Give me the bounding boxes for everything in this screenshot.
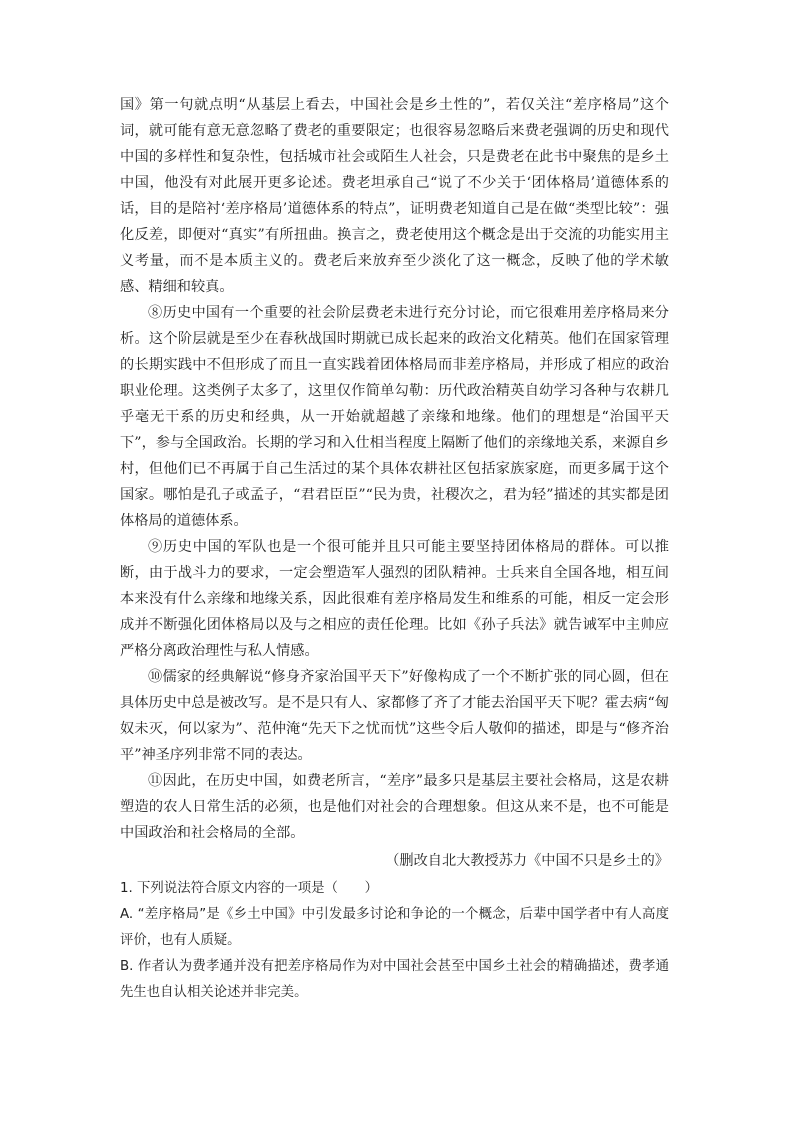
option-b: B. 作者认为费孝通并没有把差序格局作为对中国社会甚至中国乡土社会的精确描述，费孝通先生也自认相关论述并非完美。	[120, 959, 669, 1000]
paragraph-8: ⑧历史中国有一个重要的社会阶层费老未进行充分讨论，而它很难用差序格局来分析。这个阶层就是至少在春秋战国时期就已成长起来的政治文化精英。他们在国家管理的长期实践中不但形成了而且一直实践着团体格局而非差序格局，并形成了相应的政治职业伦理。这类例子太多了，这里仅作简单勾勒：历代政治精英自幼学习各种与农耕几乎毫无干系的历史和经典，从一开始就超越了亲缘和地缘。他们的理想是“治国平天下”，参与全国政治。长期的学习和入仕相当程度上隔断了他们的亲缘地关系，来源自乡村，但他们已不再属于自己生活过的某个具体农耕社区包括家族家庭，而更多属于这个国家。哪怕是孔子或孟子，“君君臣臣”“民为贵，社稷次之，君为轻”描述的其实都是团体格局的道德体系。	[120, 305, 669, 529]
paragraph-11: ⑪因此，在历史中国，如费老所言，“差序”最多只是基层主要社会格局，这是农耕塑造的农人日常生活的必须，也是他们对社会的合理想象。但这从来不是，也不可能是中国政治和社会格局的全部。	[120, 773, 669, 841]
article-source: （删改自北大教授苏力《中国不只是乡土的》	[385, 853, 669, 869]
option-a: A. “差序格局”是《乡土中国》中引发最多讨论和争论的一个概念，后辈中国学者中有人高度评价，也有人质疑。	[120, 907, 669, 948]
document-page	[120, 92, 669, 1006]
question-title: 1. 下列说法符合原文内容的一项是（ ）	[120, 881, 379, 896]
paragraph-9: ⑨历史中国的军队也是一个很可能并且只可能主要坚持团体格局的群体。可以推断，由于战斗力的要求，一定会塑造军人强烈的团队精神。士兵来自全国各地，相互间本来没有什么亲缘和地缘关系，因此很难有差序格局发生和维系的可能，相反一定会形成并不断强化团体格局以及与之相应的责任伦理。比如《孙子兵法》就告诫军中主帅应严格分离政治理性与私人情感。	[120, 539, 669, 659]
question-1	[120, 876, 669, 1006]
paragraph-7-continued: 国》第一句就点明“从基层上看去，中国社会是乡土性的”，若仅关注“差序格局”这个词，就可能有意无意忽略了费老的重要限定；也很容易忽略后来费老强调的历史和现代中国的多样性和复杂性，包括城市社会或陌生人社会，只是费老在此书中聚焦的是乡土中国，他没有对此展开更多论述。费老坦承自己“说了不少关于‘团体格局’道德体系的话，目的是陪衬‘差序格局’道德体系的特点”，证明费老知道自己是在做“类型比较”：强化反差，即便对“真实”有所扭曲。换言之，费老使用这个概念是出于交流的功能实用主义考量，而不是本质主义的。费老后来放弃至少淡化了这一概念，反映了他的学术敏感、精细和较真。	[120, 97, 669, 295]
paragraph-10: ⑩儒家的经典解说“修身齐家治国平天下”好像构成了一个不断扩张的同心圆，但在具体历史中总是被改写。是不是只有人、家都修了齐了才能去治国平天下呢？霍去病“匈奴未灭，何以家为”、范仲淹“先天下之忧而忧”这些令后人敬仰的描述，即是与“修齐治平”神圣序列非常不同的表达。	[120, 669, 669, 763]
